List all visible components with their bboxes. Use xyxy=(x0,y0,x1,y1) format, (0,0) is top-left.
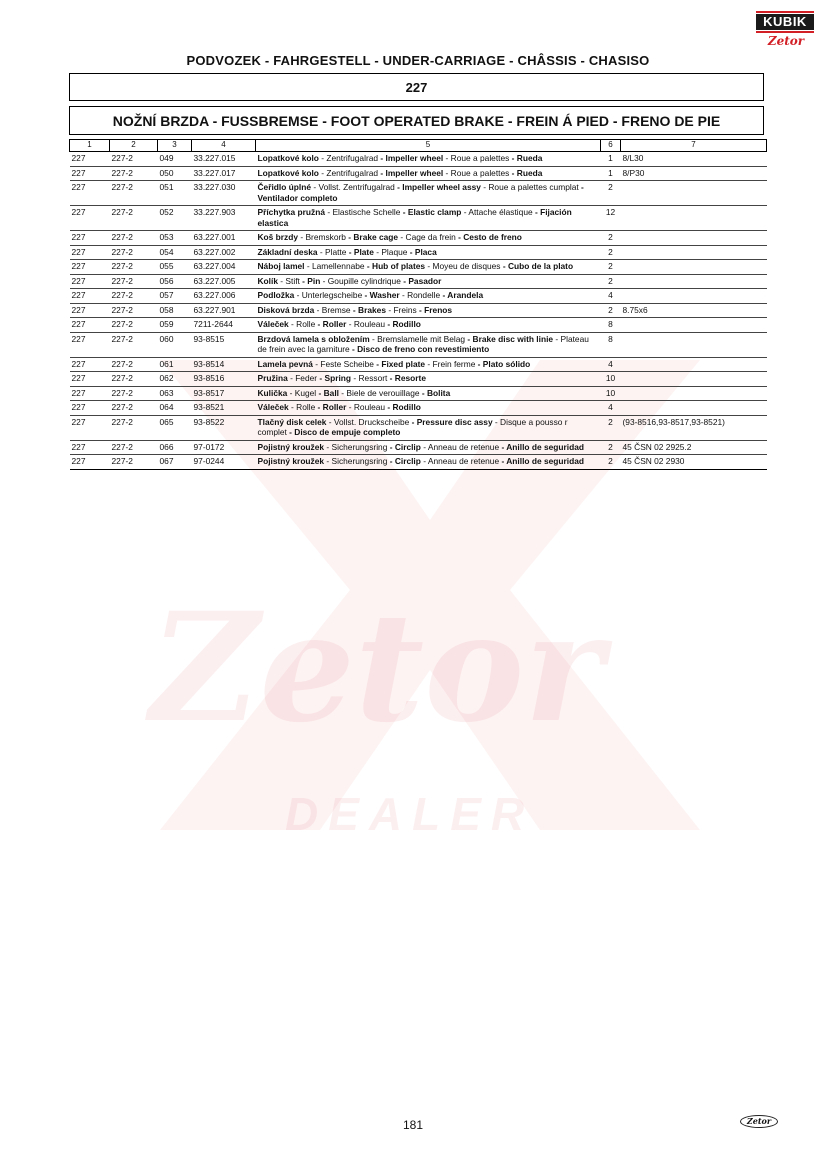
cell-group: 227 xyxy=(71,275,86,286)
cell-note xyxy=(621,289,767,304)
cell-note: 8.75x6 xyxy=(622,304,648,315)
cell-position: 052 xyxy=(159,207,174,217)
cell-quantity: 4 xyxy=(608,290,613,300)
cell-subgroup: 227-2 xyxy=(111,246,133,257)
cell-part-number: 93-8521 xyxy=(193,402,225,412)
cell-note xyxy=(621,401,767,416)
cell-note xyxy=(621,332,767,357)
cell-group: 227 xyxy=(71,441,86,452)
cell-note xyxy=(621,181,767,206)
cell-description: Lopatkové kolo - Zentrifugalrad - Impeller wheel - Roue a palettes - Rueda xyxy=(257,167,543,178)
cell-position: 059 xyxy=(159,319,174,329)
table-row xyxy=(70,274,767,289)
cell-position: 050 xyxy=(159,167,174,178)
cell-subgroup: 227-2 xyxy=(111,441,133,452)
cell-note: 45 ČSN 02 2930 xyxy=(622,456,685,466)
cell-description: Náboj lamel - Lamellennabe - Hub of plates - Moyeu de disques - Cubo de la plato xyxy=(257,261,574,271)
cell-part-number: 63.227.001 xyxy=(193,232,236,242)
cell-subgroup: 227-2 xyxy=(111,167,133,178)
cell-subgroup: 227-2 xyxy=(111,290,133,300)
page-title: PODVOZEK - FAHRGESTELL - UNDER-CARRIAGE - CHÂSSIS - CHASISO xyxy=(186,53,650,68)
cell-subgroup: 227-2 xyxy=(111,358,133,369)
cell-position: 065 xyxy=(159,416,174,427)
cell-part-number: 93-8522 xyxy=(193,416,225,427)
table-row xyxy=(70,289,767,304)
table-row xyxy=(70,260,767,275)
cell-group: 227 xyxy=(71,153,86,163)
parts-table xyxy=(69,139,767,470)
cell-subgroup: 227-2 xyxy=(111,373,133,383)
cell-position: 049 xyxy=(159,153,174,163)
cell-subgroup: 227-2 xyxy=(111,456,133,466)
cell-description: Lopatkové kolo - Zentrifugalrad - Impeller wheel - Roue a palettes - Rueda xyxy=(257,153,543,163)
cell-quantity: 10 xyxy=(605,373,616,383)
cell-subgroup: 227-2 xyxy=(111,232,133,242)
cell-subgroup: 227-2 xyxy=(111,153,133,163)
cell-quantity: 12 xyxy=(605,207,616,217)
cell-subgroup: 227-2 xyxy=(111,182,133,192)
cell-position: 055 xyxy=(159,261,174,271)
footer-zetor-logo: Zetor xyxy=(740,1115,778,1128)
section-number: 227 xyxy=(69,73,764,101)
cell-quantity: 2 xyxy=(608,441,613,452)
cell-group: 227 xyxy=(71,416,86,427)
cell-note xyxy=(621,357,767,372)
cell-subgroup: 227-2 xyxy=(111,333,133,344)
column-header: 6 xyxy=(601,140,621,152)
cell-description: Koš brzdy - Bremskorb - Brake cage - Cage da frein - Cesto de freno xyxy=(257,232,522,242)
table-row xyxy=(70,152,767,167)
table-row xyxy=(70,372,767,387)
cell-subgroup: 227-2 xyxy=(111,261,133,271)
table-row xyxy=(70,401,767,416)
cell-subgroup: 227-2 xyxy=(111,275,133,286)
column-header: 7 xyxy=(621,140,767,152)
cell-quantity: 2 xyxy=(608,261,613,271)
cell-subgroup: 227-2 xyxy=(111,319,133,329)
cell-group: 227 xyxy=(71,456,86,466)
cell-description: Čeřidlo úplné - Vollst. Zentrifugalrad - Impeller wheel assy - Roue a palettes cumplat - Ventilador completo xyxy=(257,182,584,203)
column-header: 2 xyxy=(110,140,158,152)
table-row xyxy=(70,303,767,318)
cell-description: Pojistný kroužek - Sicherungsring - Circlip - Anneau de retenue - Anillo de seguridad xyxy=(257,456,584,466)
cell-position: 056 xyxy=(159,275,174,286)
cell-part-number: 7211-2644 xyxy=(193,319,233,329)
cell-part-number: 63.227.006 xyxy=(193,290,236,300)
cell-position: 063 xyxy=(159,387,174,398)
page-number: 181 xyxy=(402,1118,424,1132)
cell-subgroup: 227-2 xyxy=(111,402,133,412)
watermark-word: Zetor xyxy=(150,580,604,756)
table-row xyxy=(70,318,767,333)
cell-note xyxy=(621,245,767,260)
cell-position: 067 xyxy=(159,456,174,466)
cell-quantity: 2 xyxy=(608,246,613,257)
cell-group: 227 xyxy=(71,246,86,257)
cell-part-number: 97-0244 xyxy=(193,456,225,466)
cell-group: 227 xyxy=(71,319,86,329)
cell-position: 054 xyxy=(159,246,174,257)
cell-quantity: 10 xyxy=(605,387,616,398)
cell-group: 227 xyxy=(71,358,86,369)
cell-group: 227 xyxy=(71,232,86,242)
cell-subgroup: 227-2 xyxy=(111,387,133,398)
cell-position: 057 xyxy=(159,290,174,300)
cell-group: 227 xyxy=(71,304,86,315)
cell-part-number: 93-8517 xyxy=(193,387,225,398)
cell-group: 227 xyxy=(71,373,86,383)
kubik-zetor-logo xyxy=(756,14,814,48)
cell-quantity: 1 xyxy=(608,153,613,163)
cell-quantity: 1 xyxy=(608,167,613,178)
cell-part-number: 63.227.005 xyxy=(193,275,236,286)
cell-quantity: 2 xyxy=(608,416,613,427)
cell-position: 051 xyxy=(159,182,174,192)
cell-quantity: 2 xyxy=(608,182,613,192)
cell-part-number: 63.227.901 xyxy=(193,304,236,315)
cell-quantity: 8 xyxy=(608,319,613,329)
cell-note xyxy=(621,231,767,246)
cell-position: 062 xyxy=(159,373,174,383)
cell-note xyxy=(621,318,767,333)
column-header: 4 xyxy=(192,140,256,152)
cell-description: Příchytka pružná - Elastische Schelle - Elastic clamp - Attache élastique - Fijación elastica xyxy=(257,207,572,228)
cell-subgroup: 227-2 xyxy=(111,416,133,427)
column-header: 3 xyxy=(158,140,192,152)
cell-description: Brzdová lamela s obložením - Bremslamelle mit Belag - Brake disc with linie - Plateau de frein avec la garniture - Disco de freno con revestimiento xyxy=(257,333,589,354)
table-row xyxy=(70,357,767,372)
cell-group: 227 xyxy=(71,333,86,344)
cell-quantity: 2 xyxy=(608,456,613,466)
cell-group: 227 xyxy=(71,167,86,178)
cell-part-number: 63.227.004 xyxy=(193,261,236,271)
table-row xyxy=(70,206,767,231)
cell-group: 227 xyxy=(71,207,86,217)
cell-position: 053 xyxy=(159,232,174,242)
table-row xyxy=(70,245,767,260)
cell-description: Pružina - Feder - Spring - Ressort - Resorte xyxy=(257,373,426,383)
cell-part-number: 93-8514 xyxy=(193,358,225,369)
cell-quantity: 2 xyxy=(608,304,613,315)
cell-note: (93-8516,93-8517,93-8521) xyxy=(622,416,725,427)
logo-zetor: Zetor xyxy=(767,34,805,48)
cell-part-number: 63.227.002 xyxy=(193,246,236,257)
table-row xyxy=(70,415,767,440)
table-row xyxy=(70,166,767,181)
cell-quantity: 4 xyxy=(608,358,613,369)
cell-description: Základní deska - Platte - Plate - Plaque - Placa xyxy=(257,246,437,257)
cell-note xyxy=(621,206,767,231)
cell-quantity: 8 xyxy=(608,333,613,344)
cell-note xyxy=(621,260,767,275)
cell-quantity: 2 xyxy=(608,275,613,286)
table-row xyxy=(70,332,767,357)
cell-group: 227 xyxy=(71,387,86,398)
column-header: 1 xyxy=(70,140,110,152)
cell-quantity: 4 xyxy=(608,402,613,412)
cell-note xyxy=(621,274,767,289)
cell-subgroup: 227-2 xyxy=(111,304,133,315)
cell-note: 45 ČSN 02 2925.2 xyxy=(622,441,692,452)
cell-group: 227 xyxy=(71,402,86,412)
cell-description: Podložka - Unterlegscheibe - Washer - Rondelle - Arandela xyxy=(257,290,484,300)
watermark-sub: DEALER xyxy=(285,788,535,830)
cell-description: Váleček - Rolle - Roller - Rouleau - Rodillo xyxy=(257,402,421,412)
cell-description: Kulička - Kugel - Ball - Biele de verouillage - Bolita xyxy=(257,387,451,398)
table-row xyxy=(70,231,767,246)
table-header-row xyxy=(70,140,767,152)
cell-quantity: 2 xyxy=(608,232,613,242)
cell-subgroup: 227-2 xyxy=(111,207,133,217)
table-row xyxy=(70,181,767,206)
cell-position: 058 xyxy=(159,304,174,315)
cell-group: 227 xyxy=(71,261,86,271)
table-row xyxy=(70,440,767,455)
cell-position: 061 xyxy=(159,358,174,369)
cell-position: 060 xyxy=(159,333,174,344)
group-title: NOŽNÍ BRZDA - FUSSBREMSE - FOOT OPERATED BRAKE - FREIN Á PIED - FRENO DE PIE xyxy=(69,106,764,135)
cell-position: 064 xyxy=(159,402,174,412)
cell-description: Váleček - Rolle - Roller - Rouleau - Rodillo xyxy=(257,319,421,329)
parts-table-body xyxy=(70,152,767,470)
cell-description: Lamela pevná - Feste Scheibe - Fixed plate - Frein ferme - Plato sólido xyxy=(257,358,531,369)
cell-description: Kolík - Stift - Pin - Goupille cylindrique - Pasador xyxy=(257,275,442,286)
cell-part-number: 33.227.015 xyxy=(193,153,236,163)
column-header: 5 xyxy=(256,140,601,152)
cell-part-number: 97-0172 xyxy=(193,441,225,452)
table-row xyxy=(70,455,767,470)
cell-part-number: 93-8515 xyxy=(193,333,225,344)
cell-note: 8/P30 xyxy=(622,167,645,178)
cell-note xyxy=(621,386,767,401)
cell-description: Disková brzda - Bremse - Brakes - Freins - Frenos xyxy=(257,304,453,315)
cell-note xyxy=(621,372,767,387)
cell-group: 227 xyxy=(71,290,86,300)
cell-description: Pojistný kroužek - Sicherungsring - Circlip - Anneau de retenue - Anillo de seguridad xyxy=(257,441,584,452)
cell-part-number: 33.227.017 xyxy=(193,167,236,178)
cell-group: 227 xyxy=(71,182,86,192)
cell-part-number: 33.227.903 xyxy=(193,207,236,217)
cell-position: 066 xyxy=(159,441,174,452)
cell-part-number: 93-8516 xyxy=(193,373,225,383)
cell-note: 8/L30 xyxy=(622,153,644,163)
cell-part-number: 33.227.030 xyxy=(193,182,236,192)
cell-description: Tlačný disk celek - Vollst. Druckscheibe - Pressure disc assy - Disque a pousso r complet - Disco de empuje completo xyxy=(257,416,568,437)
logo-kubik: KUBIK xyxy=(756,14,814,30)
table-row xyxy=(70,386,767,401)
